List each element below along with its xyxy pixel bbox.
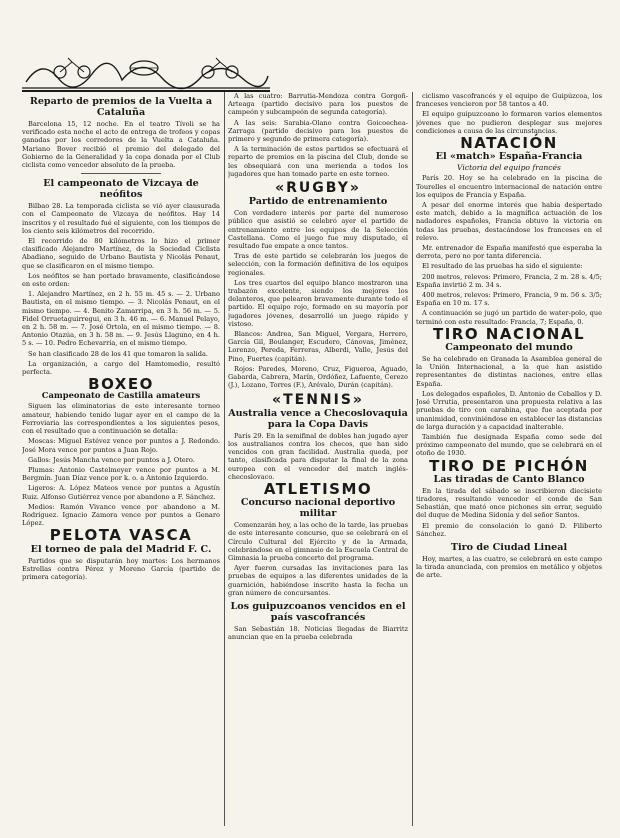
paragraph: El premio de consolación lo ganó D. Filiberto Sánchez. [416, 521, 602, 538]
paragraph: Se han clasificado 28 de los 41 que tomaron la salida. [28, 349, 208, 358]
paragraph: La organización, a cargo del Hamtomedio, resultó perfecta. [22, 359, 220, 377]
section-title: PELOTA VASCA [49, 526, 193, 545]
section-title: El campeonato de Vizcaya de neófitos [43, 178, 199, 201]
column-rule [412, 92, 413, 826]
paragraph: En la tirada del sábado se inscribieron diecisiete tiradores, resultando vencedor el conde de San Sebastián, que mató once pichones sin errar, seguido del duque de Medina Sidonia y del señor Santos. [416, 486, 602, 520]
paragraph: 400 metros, relevos: Primero, Francia, 9 m. 56 s. 3/5; España en 10 m. 17 s. [416, 291, 602, 308]
section-subtitle: Campeonato del mundo [445, 342, 573, 354]
paragraph: Ayer fueron cursadas las invitaciones para las pruebas de equipos a las diferentes unidades de la guarnición, habiéndose inscrito hasta la fecha un gran número de concursantes. [228, 564, 408, 597]
paragraph: Hoy, martes, a las cuatro, se celebrará en este campo la tirada anunciada, con premios en metálico y objetos de arte. [416, 554, 602, 580]
paragraph: Los delegados españoles, D. Antonio de Ceballos y D. José Urrutia, presentaron una propuesta relativa a las pruebas de tiro con carabina, que fue aceptada por unanimidad, conviniéndose en establecer las distancias de larga duración y a capacidad inalterable. [416, 389, 602, 431]
section-subtitle: El «match» España-Francia [435, 151, 583, 163]
section-title: «RUGBY» [275, 180, 361, 197]
section-subtitle: Las tiradas de Canto Blanco [433, 473, 585, 485]
sports-vignette-banner [22, 48, 270, 92]
paragraph: El equipo guipuzcoano lo formaron varios elementos jóvenes que no pudieron desplegar sus mejores condiciones a causa de las circunstancias. [416, 110, 602, 135]
divider [81, 173, 160, 174]
paragraph: A las seis: Sarabia-Olano contra Goicoechea-Zarraga (partido decisivo para los puestos de primero y segundo de primera categoría). [228, 118, 408, 144]
paragraph: Con verdadero interés por parte del numeroso público que asistió se celebró ayer el partido de entrenamiento entre los equipos de la Selección Castellana. Como el juego fue muy disputado, el resultado fue empate a once tantos. [228, 209, 408, 251]
column-3 [416, 92, 602, 826]
section-title: TIRO DE PICHÓN [429, 456, 589, 475]
paragraph: También fue designada España como sede del próximo campeonato del mundo, que se celebrará en el otoño de 1930. [416, 432, 602, 458]
paragraph: Blancos: Andrea, San Miguel, Vergara, Herrero, García Gil, Boulanger, Escudero, Cánovas, Jiménez, Lorenzo, Pereda, Ferreras, Alberdi, Valle, Jesús del Pino, Fuertes (capitán). [228, 330, 408, 363]
paragraph: A la terminación de estos partidos se efectuará el reparto de premios en la piscina del Club, donde se les obsequiará con una merienda a todos los jugadores que han tomado parte en este torneo. [228, 145, 408, 178]
paragraph: Barcelona 15, 12 noche. En el teatro Tívoli se ha verificado esta noche el acto de entrega de trofeos y copas ganadas por los corredores de la Vuelta a Cataluña. Mariano Bover recibió el premio del delegado del Gobierno de la Generalidad y la copa donada por el Club ciclista como vencedor absoluto de la prueba. [22, 120, 220, 170]
paragraph: Los tres cuartos del equipo blanco mostraron una trabazón excelente, siendo los mejores los delanteros, que pelearon bravamente durante todo el partido. El equipo rojo, formado en su mayoría por jugadores jóvenes, desarrolló un juego rápido y vistoso. [228, 278, 408, 328]
banner-illustration [22, 48, 270, 90]
paragraph: París 29. En la semifinal de dobles han jugado ayer los australianos contra los checos, que han sido vencidos con gran facilidad. Australia queda, por tanto, clasificada para disputar la final de la zona europea con el vencedor del match inglés-checoslovaco. [228, 431, 408, 481]
section-subheading: Victoria del equipo francés [457, 163, 561, 173]
column-2 [228, 92, 408, 826]
section-subtitle: Campeonato de Castilla amateurs [41, 390, 201, 401]
paragraph: Gallos: Jesús Mancha vence por puntos a J. Otero. [28, 455, 195, 464]
paragraph: El resultado de las pruebas ha sido el siguiente: [422, 262, 583, 271]
column-1 [22, 92, 220, 826]
column-rule [224, 92, 225, 826]
paragraph: San Sebastián 18. Noticias llegadas de Biarritz anuncian que en la prueba celebrada [228, 624, 408, 642]
section-subtitle: Concurso nacional deportivo militar [240, 497, 396, 520]
paragraph: Rojos: Paredes, Moreno, Cruz, Figueroa, Aguado, Gabarda, Cabrera, Marín, Ordóñez, Lafuente, Cerezo (J.), Lozano, Torres (F.), Arévalo, Durán (capitán). [228, 364, 408, 390]
paragraph: París 20. Hoy se ha celebrado en la piscina de Tourelles el encuentro internacional de natación entre los equipos de Francia y España. [416, 174, 602, 199]
paragraph: Bilbao 28. La temporada ciclista se vió ayer clausurada con el Campeonato de Vizcaya de neófitos. Hay 14 inscritos y el resultado fué el siguiente, con los tiempos de los ciento seis kilómetros del recorrido. [22, 202, 220, 235]
section-title: Reparto de premios de la Vuelta a Cataluña [29, 96, 213, 118]
section-title: ATLETISMO [263, 479, 373, 498]
paragraph: A continuación se jugó un partido de water-polo, que terminó con este resultado: Francia, 7; España, 0. [416, 309, 602, 326]
paragraph: Comenzarán hoy, a las ocho de la tarde, las pruebas de este interesante concurso, que se celebrará en el Círculo Cultural del Ejército y de la Armada, celebrándose en el gimnasio de la Escuela Central de Gimnasia la prueba concerto del programa. [228, 521, 408, 562]
section-title: BOXEO [88, 375, 154, 394]
paragraph: A las cuatro: Barrutia-Mendoza contra Gorgoñ-Arteaga (partido decisivo para los puestos de campeón y subcampeón de segunda categoría). [228, 92, 408, 117]
section-subtitle: Australia vence a Checoslovaquia para la Copa Davis [228, 407, 408, 430]
results-list: 1. Alejandro Martínez, en 2 h. 55 m. 45 s. — 2. Urbano Bautista, en el mismo tiempo. — 3. Nicolás Penaut, en el mismo tiempo. — 4. Benito Zamarripa, en 3 h. 56 m. — 5. Fidel Orruetaguirregui, en 3 h. 46 m. — 6. Manuel Pelayo, en 2 h. 58 m. — 7. José Ortola, en el mismo tiempo. — 8. Antonio Otazúa, en 3 h. 58 m. — 9. Jesús Llaguno, en 4 h. 5 s. — 10. Pedro Echevarría, en el mismo tiempo. [22, 290, 220, 348]
section-title: NATACIÓN [460, 134, 558, 153]
section-subtitle: Partido de entrenamiento [248, 196, 388, 208]
paragraph: A pesar del enorme interés que había despertado este match, debido a la magnífica actuación de los nadadores españoles, Francia obtuvo la victoria en todas las pruebas, destacándose los franceses en el relevo. [416, 201, 602, 242]
paragraph: El recorrido de 80 kilómetros lo hizo el primer clasificado Alejandro Martínez, de la Sociedad Ciclista Abadiano, seguido de Urbano Bautista y Nicolás Penaut, que se clasificaron en el mismo tiempo. [22, 237, 220, 270]
section-title: Tiro de Ciudad Lineal [450, 541, 568, 553]
paragraph: ciclismo vascofrancés y el equipo de Guipúzcoa, los franceses vencieron por 58 tantos a 40. [416, 92, 602, 109]
paragraph: Ligeros: A. López Mateos vence por puntos a Agustín Ruiz. Alfonso Gutiérrez vence por abandono a F. Sánchez. [22, 484, 220, 501]
paragraph: Siguen las eliminatorias de este interesante torneo amateur, habiendo tenido lugar ayer en el campo de la Ferroviaria las correspondientes a los siguientes pesos, con el resultado que a continuación se detalla: [22, 402, 220, 436]
paragraph: Medios: Ramón Vivanco vence por abandono a M. Rodríguez. Ignacio Zamora vence por puntos a Genaro López. [22, 502, 220, 528]
paragraph: Se ha celebrado en Granada la Asamblea general de la Unión Internacional, a la que han asistido representantes de distintas naciones, entre ellas España. [416, 355, 602, 388]
newspaper-page [14, 8, 606, 830]
paragraph: Tras de este partido se celebrarán los juegos de selección, con la formación definitiva de los equipos regionales. [228, 252, 408, 277]
section-subtitle: El torneo de pala del Madrid F. C. [30, 543, 212, 555]
paragraph: 200 metros, relevos: Primero, Francia, 2 m. 28 s. 4/5; España invirtió 2 m. 34 s. [416, 272, 602, 289]
section-title: Los guipuzcoanos vencidos en el país vascofrancés [230, 600, 406, 623]
paragraph: Los neófitos se han portado bravamente, clasificándose en este orden: [22, 271, 220, 289]
paragraph: Moscas: Miguel Estévez vence por puntos a J. Redondo. José Mora vence por puntos a Juan Rojo. [22, 437, 220, 454]
paragraph: Mr. entrenador de España manifestó que esperaba la derrota, pero no por tanta diferencia. [416, 244, 602, 261]
section-title: TIRO NACIONAL [432, 324, 586, 343]
section-title: «TENNIS» [272, 391, 364, 408]
paragraph: Plumas: Antonio Castelmeyer vence por puntos a M. Bergmín. Juan Díaz vence por k. o. a Antonio Izquierdo. [22, 465, 220, 483]
paragraph: Partidos que se disputarán hoy martes: Los hermanos Estrellas contra Pérez y Moreno García (partido de primera categoría). [22, 556, 220, 581]
